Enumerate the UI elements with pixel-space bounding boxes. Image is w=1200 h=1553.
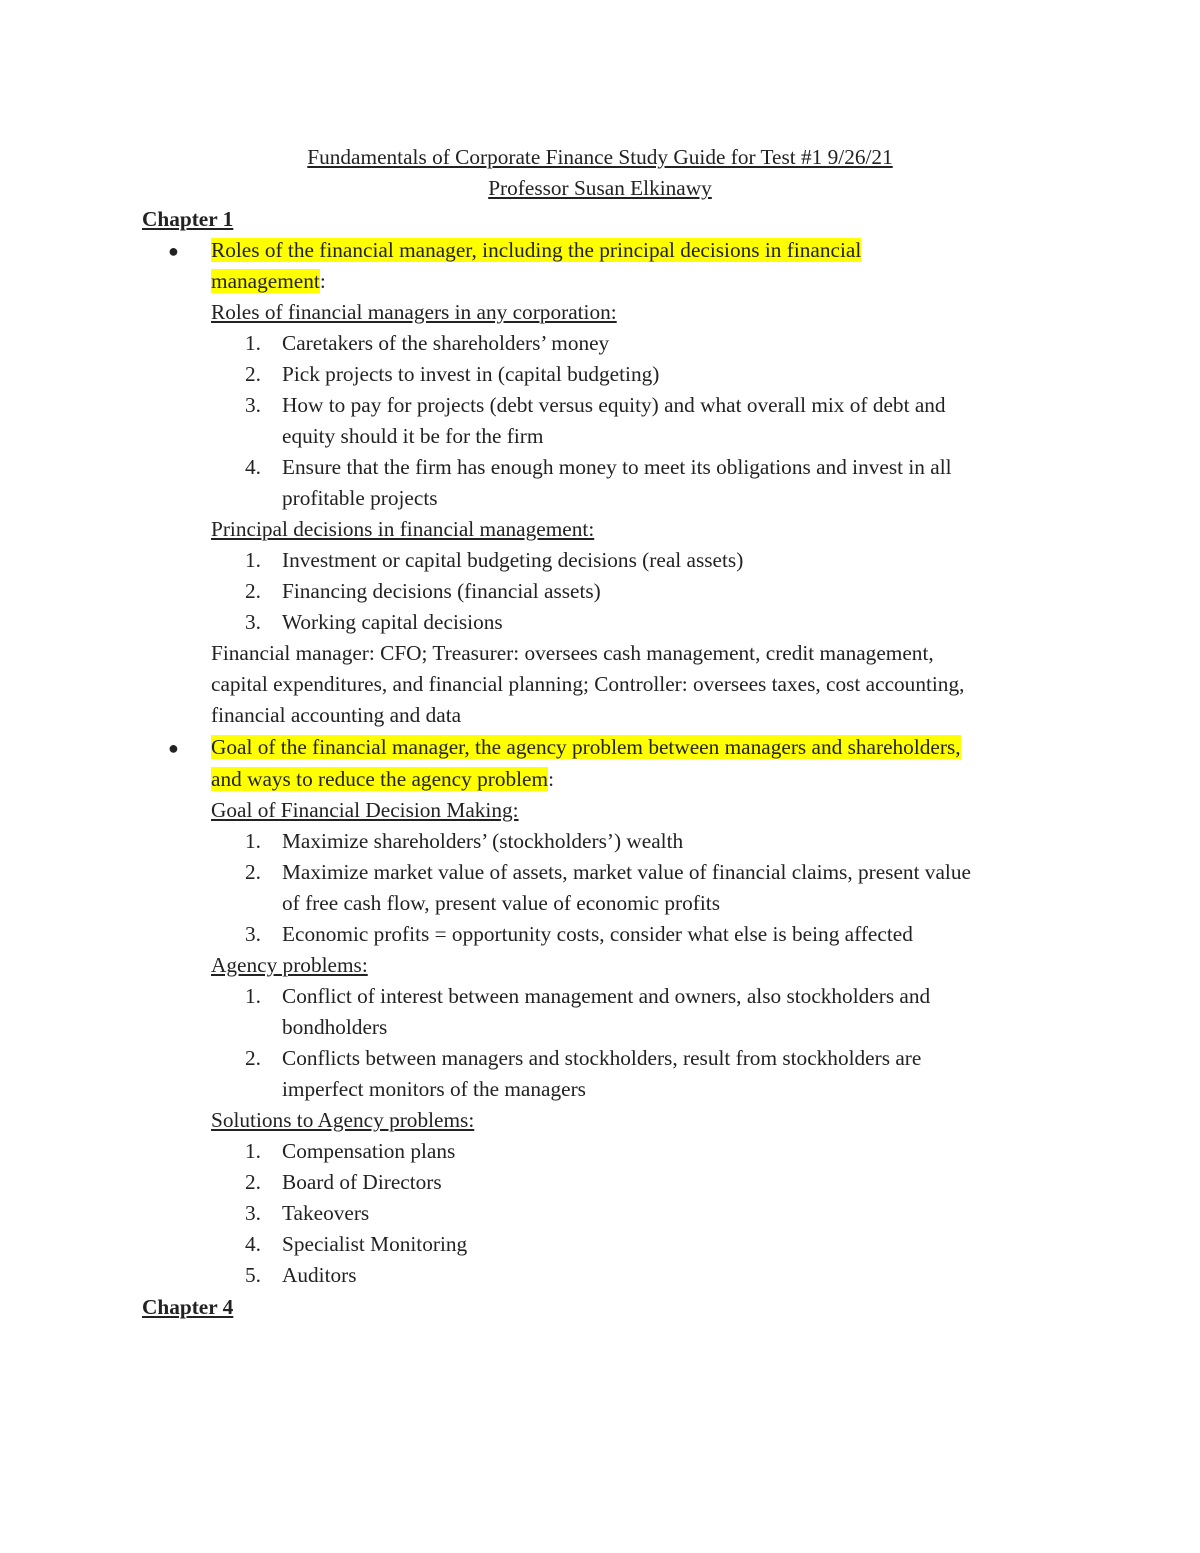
solutions-subheading: Solutions to Agency problems:	[211, 1108, 475, 1132]
topic-2-line-1	[211, 732, 961, 763]
list-number: 1.	[245, 1139, 261, 1163]
list-item: Maximize market value of assets, market value of financial claims, present value	[282, 860, 971, 884]
bullet-icon: ●	[168, 738, 179, 758]
topic-1-colon: :	[319, 269, 326, 293]
list-item-continuation: profitable projects	[282, 486, 438, 510]
list-number: 3.	[245, 1201, 261, 1225]
list-item: Compensation plans	[282, 1139, 456, 1163]
list-item-continuation: imperfect monitors of the managers	[282, 1077, 586, 1101]
agency-subheading: Agency problems:	[211, 953, 368, 977]
decisions-subheading: Principal decisions in financial management:	[211, 517, 595, 541]
list-number: 2.	[245, 1170, 261, 1194]
list-number: 2.	[245, 362, 261, 386]
topic-1-highlight: Roles of the financial manager, including the principal decisions in financial	[211, 238, 862, 262]
list-item: Auditors	[282, 1263, 357, 1287]
list-number: 2.	[245, 860, 261, 884]
list-number: 1.	[245, 548, 261, 572]
chapter-1-heading: Chapter 1	[142, 207, 234, 231]
list-item: Working capital decisions	[282, 610, 503, 634]
financial-manager-note: financial accounting and data	[211, 703, 462, 727]
list-item: Caretakers of the shareholders’ money	[282, 331, 610, 355]
list-item: How to pay for projects (debt versus equity) and what overall mix of debt and	[282, 393, 946, 417]
list-number: 2.	[245, 1046, 261, 1070]
topic-2-line-2	[211, 764, 554, 795]
financial-manager-note: capital expenditures, and financial planning; Controller: oversees taxes, cost accounting,	[211, 672, 965, 696]
topic-1-line-2	[211, 266, 326, 297]
roles-subheading: Roles of financial managers in any corporation:	[211, 300, 617, 324]
list-item: Conflicts between managers and stockholders, result from stockholders are	[282, 1046, 922, 1070]
topic-1-highlight: management	[211, 269, 320, 293]
list-item: Investment or capital budgeting decisions (real assets)	[282, 548, 744, 572]
list-item: Conflict of interest between management and owners, also stockholders and	[282, 984, 931, 1008]
list-number: 3.	[245, 393, 261, 417]
topic-2-highlight: Goal of the financial manager, the agency problem between managers and shareholders,	[211, 735, 961, 759]
list-number: 3.	[245, 610, 261, 634]
list-number: 1.	[245, 331, 261, 355]
topic-2-colon: :	[548, 767, 554, 791]
list-item: Board of Directors	[282, 1170, 442, 1194]
list-item: Financing decisions (financial assets)	[282, 579, 601, 603]
list-number: 2.	[245, 579, 261, 603]
list-item-continuation: equity should it be for the firm	[282, 424, 544, 448]
list-number: 4.	[245, 1232, 261, 1256]
list-number: 4.	[245, 455, 261, 479]
topic-2-highlight: and ways to reduce the agency problem	[211, 767, 549, 791]
list-item: Ensure that the firm has enough money to meet its obligations and invest in all	[282, 455, 952, 479]
list-item: Maximize shareholders’ (stockholders’) wealth	[282, 829, 684, 853]
list-item: Specialist Monitoring	[282, 1232, 468, 1256]
list-item: Takeovers	[282, 1201, 370, 1225]
list-item: Economic profits = opportunity costs, consider what else is being affected	[282, 922, 913, 946]
goal-subheading: Goal of Financial Decision Making:	[211, 798, 519, 822]
financial-manager-note: Financial manager: CFO; Treasurer: oversees cash management, credit management,	[211, 641, 934, 665]
chapter-4-heading: Chapter 4	[142, 1295, 234, 1319]
list-number: 5.	[245, 1263, 261, 1287]
professor-name: Professor Susan Elkinawy	[488, 176, 712, 200]
list-number: 1.	[245, 829, 261, 853]
document-title: Fundamentals of Corporate Finance Study Guide for Test #1 9/26/21	[307, 145, 893, 169]
list-item-continuation: of free cash flow, present value of economic profits	[282, 891, 720, 915]
list-item-continuation: bondholders	[282, 1015, 388, 1039]
topic-1-line-1	[211, 235, 861, 266]
list-item: Pick projects to invest in (capital budgeting)	[282, 362, 660, 386]
list-number: 1.	[245, 984, 261, 1008]
list-number: 3.	[245, 922, 261, 946]
bullet-icon: ●	[168, 241, 179, 261]
